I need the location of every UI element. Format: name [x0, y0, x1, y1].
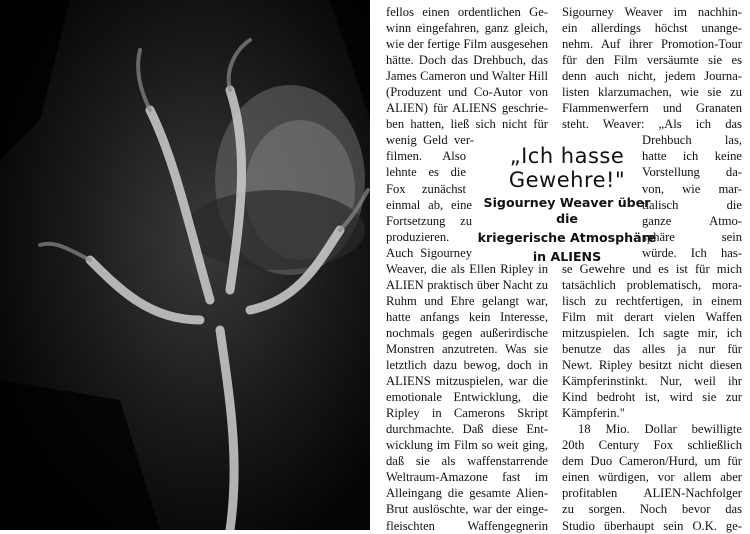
pull-quote-subtitle-line-2: kriegerische Atmosphäre: [477, 230, 657, 245]
text-line: Brut auslöschte, war der einge-: [386, 502, 548, 517]
text-line: tatsächlich problematisch, mora-: [562, 277, 742, 292]
text-line: fellos einen ordentlichen Ge-: [386, 5, 548, 19]
text-line: Newt. Ripley besitzt nicht diesen: [562, 358, 742, 373]
text-line: Ruhm und Ehre gelangt war,: [386, 293, 548, 308]
text-line: durchmachte. Daß diese Ent-: [386, 422, 548, 437]
text-line: dem Duo Cameron/Hurd, um für: [562, 454, 742, 469]
text-line: wie der fertige Film ausgesehen: [386, 37, 548, 52]
pull-quote-subtitle-line-3: in ALIENS: [532, 249, 602, 264]
pull-quote-title-line-2: Gewehre!": [508, 168, 626, 192]
text-line: ganze Atmo-: [642, 213, 742, 228]
text-line: ALIENS mitzuspielen, war die: [386, 374, 548, 389]
text-line: denn auch nicht, jedem Journa-: [562, 69, 742, 84]
text-line: nehm. Auf ihrer Promotion-Tour: [562, 37, 742, 52]
article-column-1: [386, 4, 548, 534]
text-line: einmal ab, eine: [386, 197, 472, 212]
text-line: wicklung im Film so weit ging,: [386, 438, 548, 453]
text-line: winn eingefahren, ganz gleich,: [386, 21, 548, 36]
text-line: ALIEN) für ALIENS geschrie-: [386, 101, 548, 116]
text-line: Fox zunächst: [386, 181, 466, 196]
text-line: se Gewehre und es ist für mich: [562, 261, 742, 276]
text-line: Kämpferin.": [562, 406, 625, 421]
text-line: mitzuspielen. Ich sagte mir, ich: [562, 325, 742, 340]
text-line: 18 Mio. Dollar bewilligte: [578, 422, 742, 437]
text-line: Alleingang die gesamte Alien-: [386, 486, 548, 501]
text-line: Kämpferinstinkt. Nur, weil ihr: [562, 374, 742, 389]
text-line: Auch Sigourney: [386, 245, 472, 260]
text-line: Film mit derart vielen Waffen: [562, 309, 742, 324]
text-line: benutze das alles ja nur für: [562, 341, 742, 356]
photo-illustration: [0, 0, 370, 530]
text-line: ALIEN praktisch über Nacht zu: [386, 277, 548, 292]
alien-hand-photo: [0, 0, 370, 530]
text-line: letztlich dazu bewog, doch in: [386, 358, 548, 373]
text-line: hatte anfangs kein Interesse,: [386, 309, 548, 324]
text-line: lisch zu rechtfertigen, in einem: [562, 293, 742, 308]
article-column-2: [562, 4, 742, 534]
text-line: ein allerdings höchst unange-: [562, 21, 742, 36]
text-line: Weltraum-Amazone fast im: [386, 470, 548, 485]
text-line: listen klarzumachen, wie sie zu: [562, 85, 742, 100]
text-line: emotionale Entwicklung, die: [386, 390, 548, 405]
text-line: tialisch die: [642, 197, 742, 212]
text-line: Weaver, die als Ellen Ripley in: [386, 261, 548, 276]
text-line: zu sorgen. Noch bevor das: [562, 502, 742, 517]
text-line: lehnte es die: [386, 165, 466, 180]
text-line: produzieren.: [386, 229, 450, 244]
text-line: daß sie als waffenstarrende: [386, 454, 548, 469]
text-line: würde. Ich has-: [642, 245, 742, 260]
text-line: hatte ich keine: [642, 149, 742, 164]
text-line: Sigourney Weaver im nachhin-: [562, 5, 742, 19]
text-line: Drehbuch las,: [642, 133, 742, 148]
text-line: von, wie mar-: [642, 181, 742, 196]
text-line: James Cameron und Walter Hill: [386, 69, 548, 84]
text-line: Vorstellung da-: [642, 165, 742, 180]
text-line: filmen. Also: [386, 149, 466, 164]
text-line: sphäre sein: [642, 229, 742, 244]
text-line: Kind bedroht ist, wird sie zur: [562, 390, 742, 405]
text-line: einen würdigen, vor allem aber: [562, 470, 742, 485]
text-line: Ripley in Camerons Skript: [386, 406, 548, 421]
text-line: steht. Weaver: „Als ich das: [562, 117, 742, 132]
text-line: für den Film versäumte sie es: [562, 53, 742, 68]
text-line: (Produzent und Co-Autor von: [386, 85, 548, 100]
text-line: ben hatten, ließ sich nicht für: [386, 117, 548, 132]
text-line: wenig Geld ver-: [386, 133, 474, 148]
text-line: Studio überhaupt sein O.K. ge-: [562, 518, 742, 533]
text-line: 20th Century Fox schließlich: [562, 438, 742, 453]
text-line: profitablen ALIEN-Nachfolger: [562, 486, 742, 501]
text-line: Fortsetzung zu: [386, 213, 472, 228]
text-line: hätte. Doch das Drehbuch, das: [386, 53, 548, 68]
text-line: fleischten Waffengegnerin: [386, 518, 548, 533]
text-line: Monstren anzutreten. Was sie: [386, 341, 548, 356]
pull-quote-title-line-1: „Ich hasse: [509, 144, 625, 168]
pull-quote-subtitle-line-1: Sigourney Weaver über die: [483, 195, 651, 226]
text-line: nochmals gegen außerirdische: [386, 325, 548, 340]
text-line: Flammenwerfern und Granaten: [562, 101, 742, 116]
